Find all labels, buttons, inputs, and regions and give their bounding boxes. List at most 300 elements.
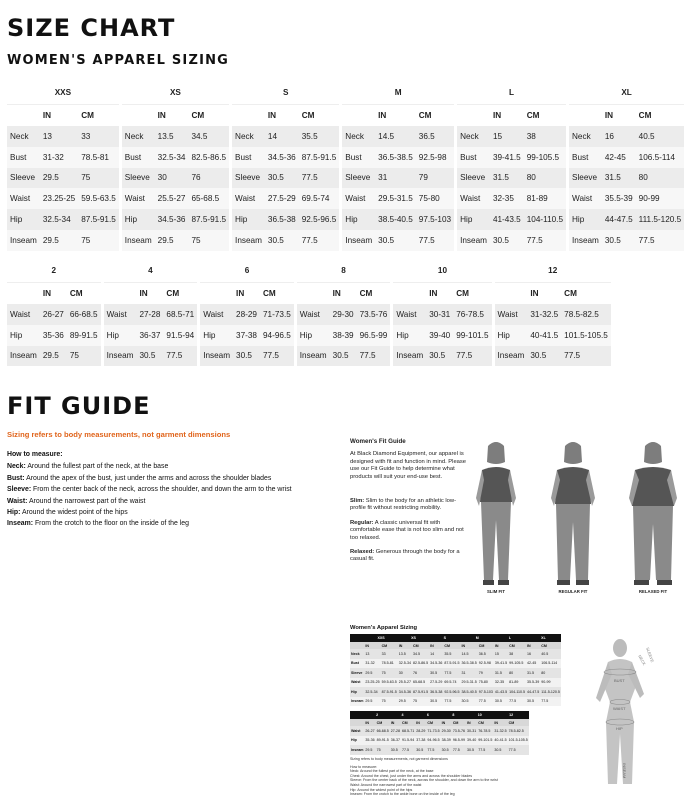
table-row <box>7 325 101 346</box>
measure-name: Inseam <box>569 230 602 251</box>
size-header: 2 <box>7 260 101 282</box>
value-cm: 96.5-99 <box>357 325 391 346</box>
measure-desc: Around the widest point of the hips <box>20 509 128 517</box>
table-row <box>495 304 611 325</box>
value-in: 15 <box>490 126 524 147</box>
table-row <box>104 346 198 367</box>
value-in: 42-45 <box>602 147 636 168</box>
measure-desc: Around the narrowest part of the waist <box>27 497 146 505</box>
mini-cm: 59.5-63.5 <box>381 678 398 688</box>
mini-cm: 77.5 <box>508 697 526 707</box>
fit-figures <box>467 440 682 600</box>
table-row <box>569 147 684 168</box>
measure-name: Sleeve <box>7 168 40 189</box>
table-row <box>232 168 339 189</box>
measure-name: Bust <box>342 147 375 168</box>
value-in: 29.5-31.5 <box>375 188 416 209</box>
mini-size: 12 <box>493 711 528 719</box>
value-in: 30.5 <box>265 230 299 251</box>
relaxed-fit-figure <box>625 440 681 590</box>
mini-row <box>350 697 561 707</box>
table-row <box>457 230 566 251</box>
unit-cm: CM <box>188 104 229 126</box>
mini-row <box>350 736 529 746</box>
value-cm: 89-91.5 <box>67 325 101 346</box>
mini-in: 36.5-38.5 <box>461 659 478 669</box>
mini-cm: 71-73.5 <box>426 726 440 736</box>
value-cm: 77.5 <box>299 230 340 251</box>
unit-blank <box>342 104 375 126</box>
size-header: 12 <box>495 260 611 282</box>
mini-unit-in: IN <box>441 719 452 726</box>
value-in: 23.25-25 <box>40 188 78 209</box>
unit-cm: CM <box>67 282 101 304</box>
table-row <box>569 230 684 251</box>
unit-cm: CM <box>299 104 340 126</box>
table-row <box>342 188 454 209</box>
mini-in: 30.5 <box>493 745 507 755</box>
tables_alpha-size-table-xs <box>122 82 229 251</box>
value-in: 35.5-39 <box>602 188 636 209</box>
mini-in: 29.5 <box>364 697 380 707</box>
mini-cm: 75 <box>381 668 398 678</box>
unit-cm: CM <box>524 104 566 126</box>
measure-name: Waist <box>7 304 40 325</box>
mini-in: 27.5-29 <box>429 678 443 688</box>
measure-name: Waist <box>393 304 426 325</box>
value-cm: 75 <box>78 230 119 251</box>
body-label-neck: NECK <box>637 654 648 667</box>
unit-cm: CM <box>636 104 685 126</box>
value-cm: 79 <box>416 168 454 189</box>
measure-name: Neck <box>7 126 40 147</box>
value-in: 35-36 <box>40 325 67 346</box>
mini-size: 2 <box>364 711 389 719</box>
unit-in: IN <box>330 282 357 304</box>
mini-cm: 79 <box>478 668 494 678</box>
mini-notes-how: How to measure: <box>350 764 378 769</box>
value-cm: 81-89 <box>524 188 566 209</box>
table-row <box>122 230 229 251</box>
mini-in: 30.5 <box>466 745 477 755</box>
how-to-heading: How to measure: <box>7 451 63 458</box>
mini-cm: 87.5-91.5 <box>412 687 429 697</box>
measure-name: Sleeve <box>569 168 602 189</box>
table-row <box>122 126 229 147</box>
unit-cm: CM <box>416 104 454 126</box>
value-in: 30.5 <box>136 346 163 367</box>
mini-in: 16 <box>526 649 540 659</box>
mini-in: 30.5 <box>390 745 401 755</box>
measure-key: Sleeve: <box>7 486 32 494</box>
value-cm: 92.5-98 <box>416 147 454 168</box>
regular-fit-label: REGULAR FIT <box>558 589 588 594</box>
value-cm: 76-78.5 <box>453 304 491 325</box>
table-row <box>200 346 294 367</box>
table-row <box>297 325 391 346</box>
mini-measure: Neck <box>350 649 364 659</box>
mini-in: 29.5 <box>364 668 380 678</box>
size-header: 6 <box>200 260 294 282</box>
value-cm: 66-68.5 <box>67 304 101 325</box>
mini-in: 14.5 <box>461 649 478 659</box>
value-cm: 77.5 <box>453 346 491 367</box>
measure-name: Hip <box>393 325 426 346</box>
mini-cm: 77.5 <box>508 745 529 755</box>
value-cm: 73.5-76 <box>357 304 391 325</box>
mini-cm: 76-78.5 <box>477 726 493 736</box>
value-cm: 77.5 <box>357 346 391 367</box>
mini-unit-in: IN <box>461 642 478 649</box>
measure-item <box>7 518 292 529</box>
value-cm: 97.5-103 <box>416 209 454 230</box>
table-row <box>7 168 119 189</box>
measure-name: Hip <box>569 209 602 230</box>
value-cm: 68.5-71 <box>163 304 197 325</box>
mini-measure: Bust <box>350 659 364 669</box>
mini-cm: 75 <box>376 745 390 755</box>
mini-unit-cm: CM <box>508 642 526 649</box>
mini-row <box>350 745 529 755</box>
value-cm: 77.5 <box>163 346 197 367</box>
measure-name: Hip <box>200 325 233 346</box>
value-cm: 77.5 <box>636 230 685 251</box>
mini-cm: 92.5-96.5 <box>443 687 460 697</box>
table-row <box>232 147 339 168</box>
value-cm: 77.5 <box>260 346 294 367</box>
value-in: 30 <box>155 168 189 189</box>
value-in: 30.5 <box>375 230 416 251</box>
mini-size: XXS <box>364 634 397 642</box>
value-cm: 87.5-91.5 <box>188 209 229 230</box>
measure-name: Inseam <box>104 346 137 367</box>
mini-unit-cm: CM <box>508 719 529 726</box>
table-row <box>495 346 611 367</box>
unit-blank <box>122 104 155 126</box>
value-in: 31 <box>375 168 416 189</box>
value-cm: 87.5-91.5 <box>78 209 119 230</box>
mini-in: 42-45 <box>526 659 540 669</box>
mini-in: 31.5 <box>494 668 508 678</box>
mini-cm: 73.5-76 <box>452 726 466 736</box>
mini-in: 27-28 <box>390 726 401 736</box>
mini-in: 29.5-31.5 <box>461 678 478 688</box>
value-in: 30.5 <box>527 346 561 367</box>
mini-in: 14 <box>429 649 443 659</box>
table-row <box>7 209 119 230</box>
value-in: 32-35 <box>490 188 524 209</box>
measure-name: Inseam <box>393 346 426 367</box>
table-row <box>495 325 611 346</box>
mini-unit-cm: CM <box>412 642 429 649</box>
table-row <box>393 346 491 367</box>
value-cm: 75-80 <box>416 188 454 209</box>
mini-unit-cm: CM <box>540 642 561 649</box>
mini-notes-list <box>350 769 550 797</box>
mini-in: 34.5-36 <box>398 687 412 697</box>
value-in: 27.5-29 <box>265 188 299 209</box>
value-in: 41-43.5 <box>490 209 524 230</box>
body-label-bust: BUST <box>614 678 625 683</box>
table-row <box>297 304 391 325</box>
mini-cm: 69.5-74 <box>443 678 460 688</box>
mini-cm: 81-89 <box>508 678 526 688</box>
value-in: 37-38 <box>233 325 260 346</box>
table-row <box>232 188 339 209</box>
tables_num-size-table-2 <box>7 260 101 366</box>
fit-subtitle: Sizing refers to body measurements, not garment dimensions <box>7 430 231 439</box>
mini-measure: Waist <box>350 726 364 736</box>
value-in: 32.5-34 <box>40 209 78 230</box>
value-in: 34.5-36 <box>265 147 299 168</box>
value-in: 29.5 <box>40 230 78 251</box>
value-in: 30.5 <box>233 346 260 367</box>
relaxed-description: Relaxed: Generous through the body for a casual fit. <box>350 549 460 563</box>
tables_num-size-table-6 <box>200 260 294 366</box>
unit-cm: CM <box>78 104 119 126</box>
mini-cm: 106.5-114 <box>540 659 561 669</box>
table-row <box>342 126 454 147</box>
body-label-hip: HIP <box>616 726 623 731</box>
mini-measure: Inseam <box>350 697 364 707</box>
mini-cm: 77.5 <box>443 668 460 678</box>
unit-blank <box>200 282 233 304</box>
table-row <box>342 209 454 230</box>
mini-cm: 75 <box>381 697 398 707</box>
mini-in: 41-43.5 <box>494 687 508 697</box>
value-in: 25.5-27 <box>155 188 189 209</box>
mini-unit-in: IN <box>526 642 540 649</box>
unit-blank <box>7 104 40 126</box>
mini-title: Women's Apparel Sizing <box>350 625 418 631</box>
size-header: S <box>232 82 339 104</box>
table-row <box>7 147 119 168</box>
size-header: XL <box>569 82 684 104</box>
mini-in: 30.5 <box>461 697 478 707</box>
measure-name: Waist <box>342 188 375 209</box>
mini-in: 32.5-34 <box>398 659 412 669</box>
slim-fit-figure <box>472 440 520 590</box>
mini-in: 32-35 <box>494 678 508 688</box>
table-row <box>122 188 229 209</box>
mini-in: 25.5-27 <box>398 678 412 688</box>
tables_num-size-table-12 <box>495 260 611 366</box>
mini-in: 44-47.5 <box>526 687 540 697</box>
measure-name: Sleeve <box>232 168 265 189</box>
measure-name: Bust <box>457 147 490 168</box>
mini-unit-in: IN <box>493 719 507 726</box>
unit-in: IN <box>426 282 453 304</box>
table-row <box>200 325 294 346</box>
measure-name: Waist <box>104 304 137 325</box>
measure-name: Hip <box>7 209 40 230</box>
table-row <box>232 230 339 251</box>
mini-cm: 68.5-71 <box>401 726 415 736</box>
mini-row <box>350 726 529 736</box>
measure-desc: From the crotch to the floor on the inside of the leg <box>33 520 189 528</box>
fit-panel-title: Women's Fit Guide <box>350 438 406 445</box>
measure-name: Inseam <box>232 230 265 251</box>
measure-name: Neck <box>232 126 265 147</box>
mini-cm: 92.5-98 <box>478 659 494 669</box>
mini-blank <box>350 719 364 726</box>
measure-name: Inseam <box>342 230 375 251</box>
unit-blank <box>457 104 490 126</box>
mini-size: XL <box>526 634 561 642</box>
value-cm: 75 <box>78 168 119 189</box>
mini-row <box>350 649 561 659</box>
mini-cm: 77.5 <box>443 697 460 707</box>
mini-in: 30.5 <box>526 697 540 707</box>
mini-unit-in: IN <box>398 642 412 649</box>
body-label-waist: WAIST <box>613 706 626 711</box>
value-in: 36.5-38.5 <box>375 147 416 168</box>
value-cm: 77.5 <box>561 346 611 367</box>
table-row <box>7 304 101 325</box>
value-cm: 91.5-94 <box>163 325 197 346</box>
value-cm: 104-110.5 <box>524 209 566 230</box>
mini-size: 4 <box>390 711 415 719</box>
mini-in: 13 <box>364 649 380 659</box>
measure-item <box>7 507 292 518</box>
unit-cm: CM <box>453 282 491 304</box>
measure-name: Hip <box>122 209 155 230</box>
mini-in: 40-41.5 <box>493 736 507 746</box>
unit-blank <box>297 282 330 304</box>
mini-in: 36.5-38 <box>429 687 443 697</box>
measure-key: Inseam: <box>7 520 34 528</box>
mini-alpha-table <box>350 634 561 706</box>
value-cm: 87.5-91.5 <box>299 147 340 168</box>
body-label-sleeve: SLEEVE <box>645 646 656 663</box>
table-row <box>457 188 566 209</box>
table-row <box>104 325 198 346</box>
mini-cm: 36.5 <box>478 649 494 659</box>
unit-in: IN <box>40 282 67 304</box>
mini-in: 30.5 <box>429 668 443 678</box>
measure-name: Waist <box>122 188 155 209</box>
measure-desc: From the center back of the neck, across the shoulder, and down the arm to the wrist <box>31 486 292 494</box>
unit-cm: CM <box>260 282 294 304</box>
value-cm: 92.5-96.5 <box>299 209 340 230</box>
value-in: 44-47.5 <box>602 209 636 230</box>
mini-row <box>350 678 561 688</box>
mini-cm: 77.5 <box>452 745 466 755</box>
mini-note: Inseam: From the crotch to the ankle bone on the inside of the leg <box>350 792 455 797</box>
value-cm: 78.5-82.5 <box>561 304 611 325</box>
unit-in: IN <box>602 104 636 126</box>
mini-unit-in: IN <box>415 719 426 726</box>
value-in: 39-40 <box>426 325 453 346</box>
mini-notes-subtitle: Sizing refers to body measurements, not garment dimensions <box>350 757 448 761</box>
slim-description: Slim: Slim to the body for an athletic low-profile fit without restricting mobility. <box>350 498 457 512</box>
value-cm: 77.5 <box>299 168 340 189</box>
mini-cm: 75 <box>412 697 429 707</box>
value-cm: 77.5 <box>416 230 454 251</box>
table-row <box>122 168 229 189</box>
value-in: 16 <box>602 126 636 147</box>
value-cm: 80 <box>636 168 685 189</box>
mini-cm: 99-101.5 <box>477 736 493 746</box>
unit-in: IN <box>375 104 416 126</box>
value-in: 29-30 <box>330 304 357 325</box>
measure-name: Neck <box>457 126 490 147</box>
size-header: L <box>457 82 566 104</box>
value-in: 13.5 <box>155 126 189 147</box>
mini-size: S <box>429 634 460 642</box>
table-row <box>7 346 101 367</box>
value-in: 39-41.5 <box>490 147 524 168</box>
unit-in: IN <box>40 104 78 126</box>
mini-cm: 99-105.5 <box>508 659 526 669</box>
measure-name: Sleeve <box>342 168 375 189</box>
mini-in: 32.5-34 <box>364 687 380 697</box>
mini-cm: 77.5 <box>426 745 440 755</box>
value-cm: 77.5 <box>524 230 566 251</box>
value-cm: 80 <box>524 168 566 189</box>
measure-desc: Around the fullest part of the neck, at the base <box>25 463 169 471</box>
unit-blank <box>104 282 137 304</box>
mini-size: 10 <box>466 711 493 719</box>
mini-cm: 104-110.5 <box>508 687 526 697</box>
measure-name: Inseam <box>495 346 528 367</box>
unit-blank <box>393 282 426 304</box>
table-row <box>457 168 566 189</box>
measure-name: Waist <box>7 188 40 209</box>
mini-unit-cm: CM <box>443 642 460 649</box>
value-cm: 65-68.5 <box>188 188 229 209</box>
size-header: XXS <box>7 82 119 104</box>
value-in: 30-31 <box>426 304 453 325</box>
mini-cm: 87.5-91.5 <box>381 687 398 697</box>
mini-row <box>350 687 561 697</box>
measure-name: Bust <box>122 147 155 168</box>
mini-unit-cm: CM <box>376 719 390 726</box>
how-to-measure <box>7 449 292 530</box>
tables_alpha-size-table-xxs <box>7 82 119 251</box>
mini-size: L <box>494 634 526 642</box>
value-cm: 78.5-81 <box>78 147 119 168</box>
measure-key: Neck: <box>7 463 26 471</box>
value-cm: 34.5 <box>188 126 229 147</box>
mini-cm: 80 <box>508 668 526 678</box>
mini-cm: 101.5-105.5 <box>508 736 529 746</box>
value-cm: 75 <box>188 230 229 251</box>
tables_num-size-table-10 <box>393 260 491 366</box>
mini-cm: 38 <box>508 649 526 659</box>
slim-fit-label: SLIM FIT <box>487 589 505 594</box>
mini-in: 30.5 <box>494 697 508 707</box>
mini-cm: 77.5 <box>401 745 415 755</box>
mini-note: Hip: Around the widest point of the hips <box>350 787 413 792</box>
mini-cm: 35.5 <box>443 649 460 659</box>
measure-name: Hip <box>342 209 375 230</box>
measure-name: Inseam <box>7 346 40 367</box>
womens-apparel-title: WOMEN'S APPAREL SIZING <box>7 53 230 68</box>
mini-size: 6 <box>415 711 440 719</box>
mini-row <box>350 659 561 669</box>
measure-name: Waist <box>569 188 602 209</box>
measure-name: Inseam <box>297 346 330 367</box>
measure-name: Waist <box>495 304 528 325</box>
table-row <box>122 209 229 230</box>
table-row <box>342 147 454 168</box>
tables_alpha-size-table-s <box>232 82 339 251</box>
tables_num-size-table-4 <box>104 260 198 366</box>
mini-in: 30.5 <box>441 745 452 755</box>
table-row <box>297 346 391 367</box>
table-row <box>7 188 119 209</box>
